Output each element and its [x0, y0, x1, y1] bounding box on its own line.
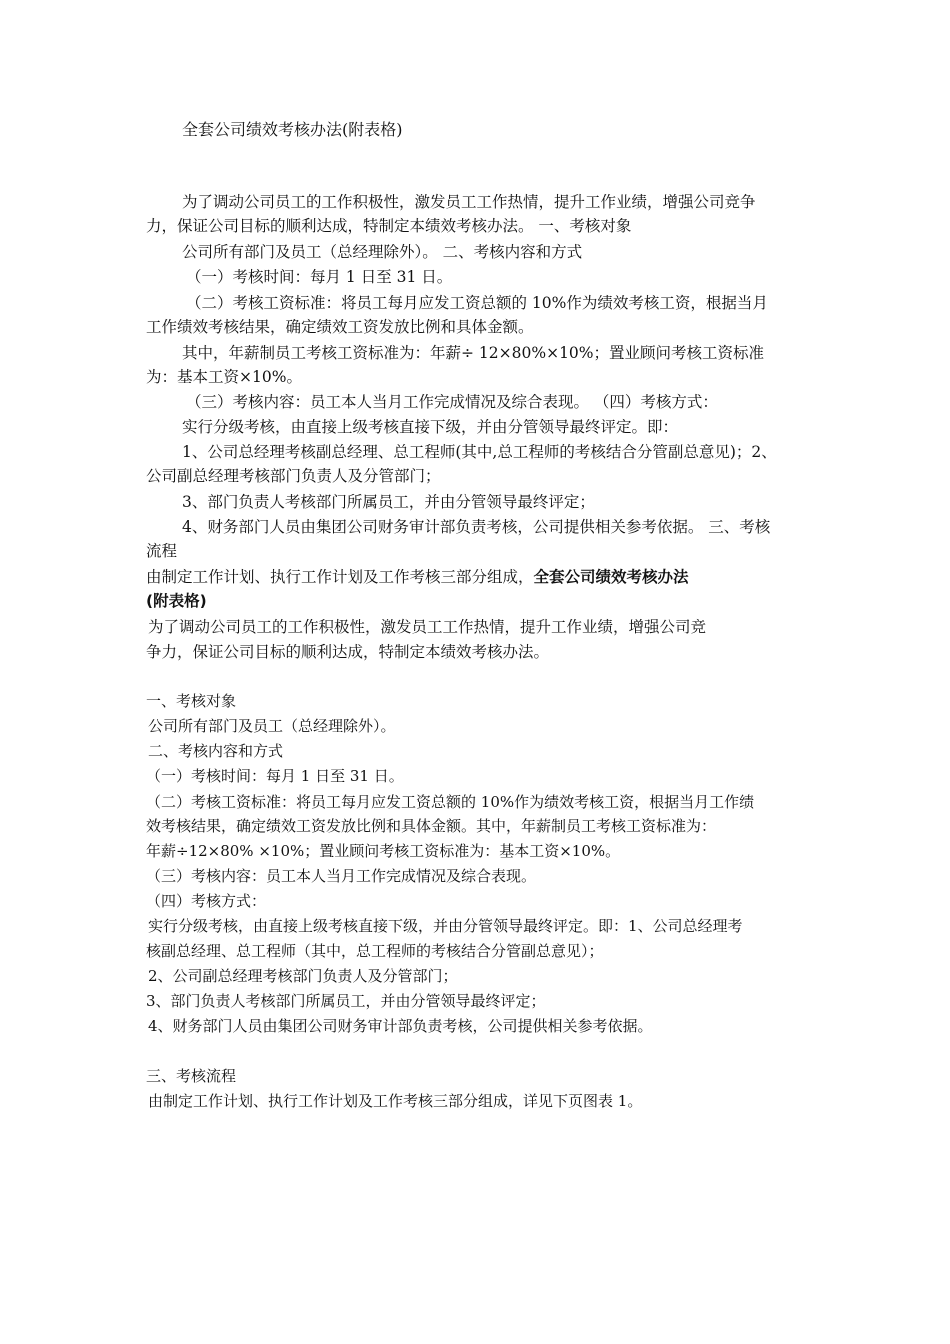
paragraph-line: （三）考核内容：员工本人当月工作完成情况及综合表现。	[146, 867, 537, 885]
paragraph-line: 公司副总经理考核部门负责人及分管部门；	[146, 467, 441, 485]
paragraph-line: 为了调动公司员工的工作积极性，激发员工工作热情，提升工作业绩，增强公司竞争	[182, 193, 756, 211]
embedded-title-continued: (附表格)	[146, 592, 207, 610]
paragraph-line: （四）考核方式：	[146, 892, 267, 910]
paragraph-line: 流程	[146, 542, 178, 560]
paragraph-line: 由制定工作计划、执行工作计划及工作考核三部分组成，详见下页图表 1。	[148, 1092, 643, 1110]
embedded-title: 全套公司绩效考核办法	[533, 568, 689, 586]
document-title: 全套公司绩效考核办法(附表格)	[182, 120, 403, 139]
paragraph-line: 3、部门负责人考核部门所属员工，并由分管领导最终评定；	[182, 493, 595, 511]
paragraph-line	[146, 565, 689, 589]
paragraph-line: 核副总经理、总工程师（其中，总工程师的考核结合分管副总意见）；	[146, 942, 604, 960]
paragraph-line: 3、部门负责人考核部门所属员工，并由分管领导最终评定；	[146, 992, 546, 1010]
paragraph-text: 由制定工作计划、执行工作计划及工作考核三部分组成，	[146, 568, 534, 586]
section-heading: 二、考核内容和方式	[148, 742, 284, 760]
paragraph-line: （二）考核工资标准：将员工每月应发工资总额的 10%作为绩效考核工资，根据当月工作绩	[146, 793, 755, 811]
section-heading: 三、考核流程	[146, 1067, 237, 1085]
paragraph-line: 1、公司总经理考核副总经理、总工程师(其中,总工程师的考核结合分管副总意见)；2、	[182, 443, 777, 461]
paragraph-line: 4、财务部门人员由集团公司财务审计部负责考核，公司提供相关参考依据。	[148, 1017, 653, 1035]
paragraph-line: 公司所有部门及员工（总经理除外）。 二、考核内容和方式	[182, 243, 583, 261]
paragraph-line: 年薪÷12×80% ×10%；置业顾问考核工资标准为：基本工资×10%。	[146, 842, 621, 860]
paragraph-line: 实行分级考核，由直接上级考核直接下级，并由分管领导最终评定。即：1、公司总经理考	[148, 917, 743, 935]
section-heading: 一、考核对象	[146, 692, 237, 710]
paragraph-line: 为：基本工资×10%。	[146, 368, 302, 386]
paragraph-line: 效考核结果，确定绩效工资发放比例和具体金额。其中，年薪制员工考核工资标准为：	[146, 817, 717, 835]
paragraph-line: （二）考核工资标准：将员工每月应发工资总额的 10%作为绩效考核工资，根据当月	[186, 294, 768, 312]
paragraph-line: 工作绩效考核结果，确定绩效工资发放比例和具体金额。	[146, 318, 534, 336]
paragraph-line: 争力，保证公司目标的顺利达成，特制定本绩效考核办法。	[146, 643, 550, 661]
paragraph-line: （一）考核时间：每月 1 日至 31 日。	[146, 767, 404, 785]
paragraph-line: （一）考核时间：每月 1 日至 31 日。	[186, 268, 453, 286]
paragraph-line: 其中，年薪制员工考核工资标准为：年薪÷ 12×80%×10%；置业顾问考核工资标准	[182, 344, 765, 362]
paragraph-line: 力，保证公司目标的顺利达成，特制定本绩效考核办法。 一、考核对象	[146, 217, 632, 235]
paragraph-line: 2、公司副总经理考核部门负责人及分管部门；	[148, 967, 458, 985]
paragraph-line: 4、财务部门人员由集团公司财务审计部负责考核，公司提供相关参考依据。 三、考核	[182, 518, 771, 536]
paragraph-line: （三）考核内容：员工本人当月工作完成情况及综合表现。 （四）考核方式：	[186, 393, 718, 411]
paragraph-line: 为了调动公司员工的工作积极性，激发员工工作热情，提升工作业绩，增强公司竞	[148, 618, 707, 636]
paragraph-line: 公司所有部门及员工（总经理除外）。	[148, 717, 396, 735]
paragraph-line: 实行分级考核，由直接上级考核直接下级，并由分管领导最终评定。即：	[182, 418, 679, 436]
